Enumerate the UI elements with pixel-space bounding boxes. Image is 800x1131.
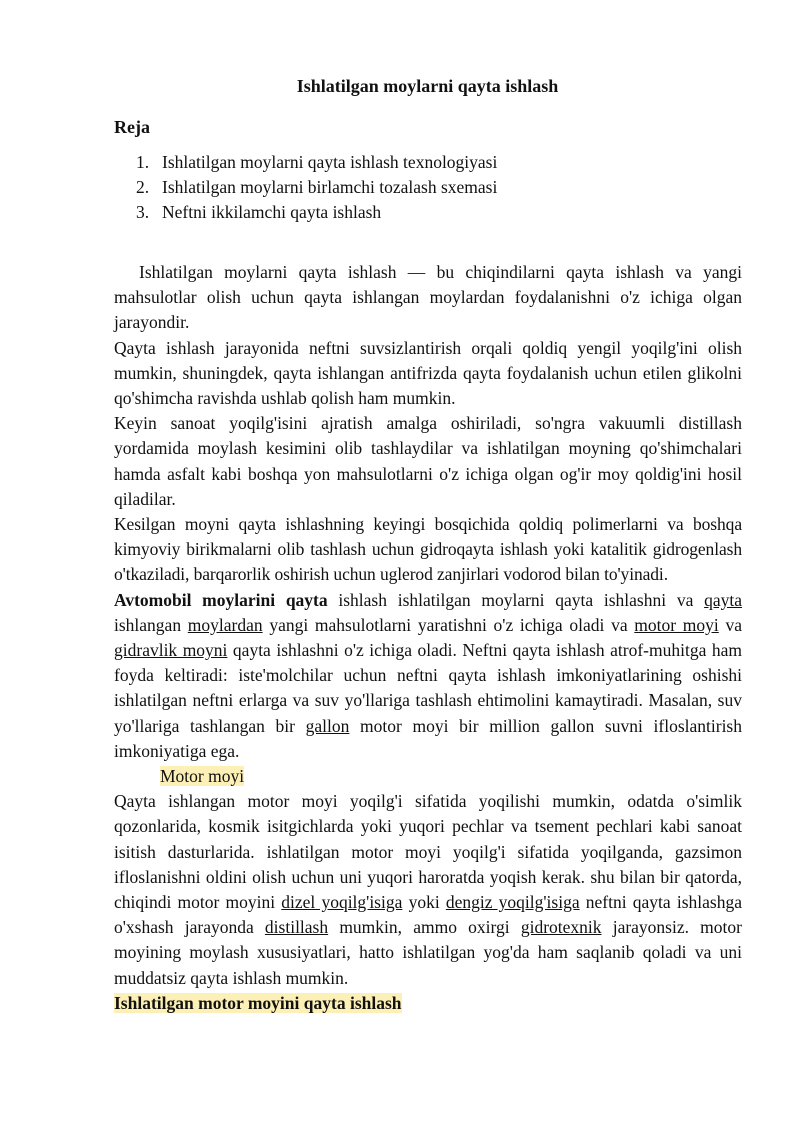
plan-item bbox=[136, 150, 497, 175]
document-title: Ishlatilgan moylarni qayta ishlash bbox=[296, 76, 559, 96]
link-dengiz-yoqilgisiga[interactable]: dengiz yoqilg'isiga bbox=[445, 892, 580, 913]
paragraph-hydrotreating: Kesilgan moyni qayta ishlashning keyingi bosqichida qoldiq polimerlarni va boshqa kimyoviy birikmalarni olib tashlash uchun gidroqayta ishlash yoki katalitik gidrogenlash o'tkaziladi, barqarorlik oshirish uchun uglerod zanjirlari vodorod bilan to'yinadi. bbox=[114, 514, 742, 585]
paragraph-distillation: Keyin sanoat yoqilg'isini ajratish amalga oshiriladi, so'ngra vakuumli distillash yordamida moylash kesimini olib tashlaydilar va ishlatilgan moyning qo'shimchalari hamda asfalt kabi boshqa yon mahsulotlarni o'z ichiga olgan og'ir moy qoldig'ini hosil qiladilar. bbox=[114, 413, 742, 509]
link-qayta[interactable]: qayta bbox=[704, 589, 742, 610]
plan-heading: Reja bbox=[114, 117, 150, 137]
plan-item-number: 2. bbox=[136, 177, 150, 197]
link-dizel-yoqilgisiga[interactable]: dizel yoqilg'isiga bbox=[281, 892, 403, 913]
document-body bbox=[114, 260, 742, 1016]
heading-used-motor-oil: Ishlatilgan motor moyini qayta ishlash bbox=[114, 992, 402, 1013]
paragraph-dehydration: Qayta ishlash jarayonida neftni suvsizlantirish orqali qoldiq yengil yoqilg'ini olish mumkin, shuningdek, qayta ishlangan antifrizda qayta foydalanish uchun etilen glikolni qo'shimcha ravishda ushlab qolish ham mumkin. bbox=[114, 337, 742, 409]
paragraph-motor-oil: Qayta ishlangan motor moyi yoqilg'i sifatida yoqilishi mumkin, odatda o'simlik qozonlarida, kosmik isitgichlarda yoki yuqori pechlar va tsement pechlari kabi sanoat isitish dasturlarida. ishlatilgan motor moyi yoqilg'i sifatida yoqilganda, gazsimon ifloslanishni oldini olish uchun uni yuqori haroratda yoqish kerak. shu bilan bir qatorda, chiqindi motor moyini dizel yoqilg'isiga yoki dengiz yoqilg'isiga neftni qayta ishlashga o'xshash jarayonda distillash mumkin, ammo oxirgi gidrotexnik jarayonsiz. motor moyining moylash xususiyatlari, hatto ishlatilgan yog'da ham saqlanib qoladi va uni muddatsiz qayta ishlash mumkin. bbox=[114, 791, 742, 988]
plan-item bbox=[136, 200, 497, 225]
plan-item-text: Ishlatilgan moylarni birlamchi tozalash sxemasi bbox=[162, 177, 498, 197]
link-gallon[interactable]: gallon bbox=[305, 715, 350, 736]
plan-item-text: Ishlatilgan moylarni qayta ishlash texnologiyasi bbox=[162, 152, 498, 172]
link-gidrotexnik[interactable]: gidrotexnik bbox=[520, 917, 602, 938]
link-gidravlik-moyni[interactable]: gidravlik moyni bbox=[114, 640, 228, 661]
plan-item-number: 3. bbox=[136, 202, 150, 222]
plan-item bbox=[136, 175, 497, 200]
link-motor-moyi[interactable]: motor moyi bbox=[634, 614, 719, 635]
bold-lead: Avtomobil moylarini qayta bbox=[114, 589, 328, 610]
plan-item-text: Neftni ikkilamchi qayta ishlash bbox=[162, 202, 382, 222]
link-distillash[interactable]: distillash bbox=[264, 917, 329, 938]
subheading-motor-oil: Motor moyi bbox=[160, 766, 245, 787]
paragraph-automotive-oils: Avtomobil moylarini qayta ishlash ishlatilgan moylarni qayta ishlashni va qayta ishlangan moylardan yangi mahsulotlarni yaratishni o'z ichiga oladi va motor moyi va gidravlik moyni qayta ishlashni o'z ichiga oladi. Neftni qayta ishlash atrof-muhitga ham foyda keltiradi: iste'molchilar uchun neftni qayta ishlash imkoniyatlarining oshishi ishlatilgan neftni erlarga va suv yo'llariga tashlash ehtimolini kamaytiradi. Masalan, suv yo'llariga tashlangan bir gallon motor moyi bir million gallon suvni ifloslantirish imkoniyatiga ega. bbox=[114, 589, 742, 761]
link-moylardan[interactable]: moylardan bbox=[187, 614, 263, 635]
paragraph-intro: Ishlatilgan moylarni qayta ishlash — bu chiqindilarni qayta ishlash va yangi mahsulotlar olish uchun qayta ishlangan moylardan foydalanishni o'z ichiga olgan jarayondir. bbox=[114, 262, 742, 333]
plan-list bbox=[136, 150, 497, 225]
plan-item-number: 1. bbox=[136, 152, 150, 172]
